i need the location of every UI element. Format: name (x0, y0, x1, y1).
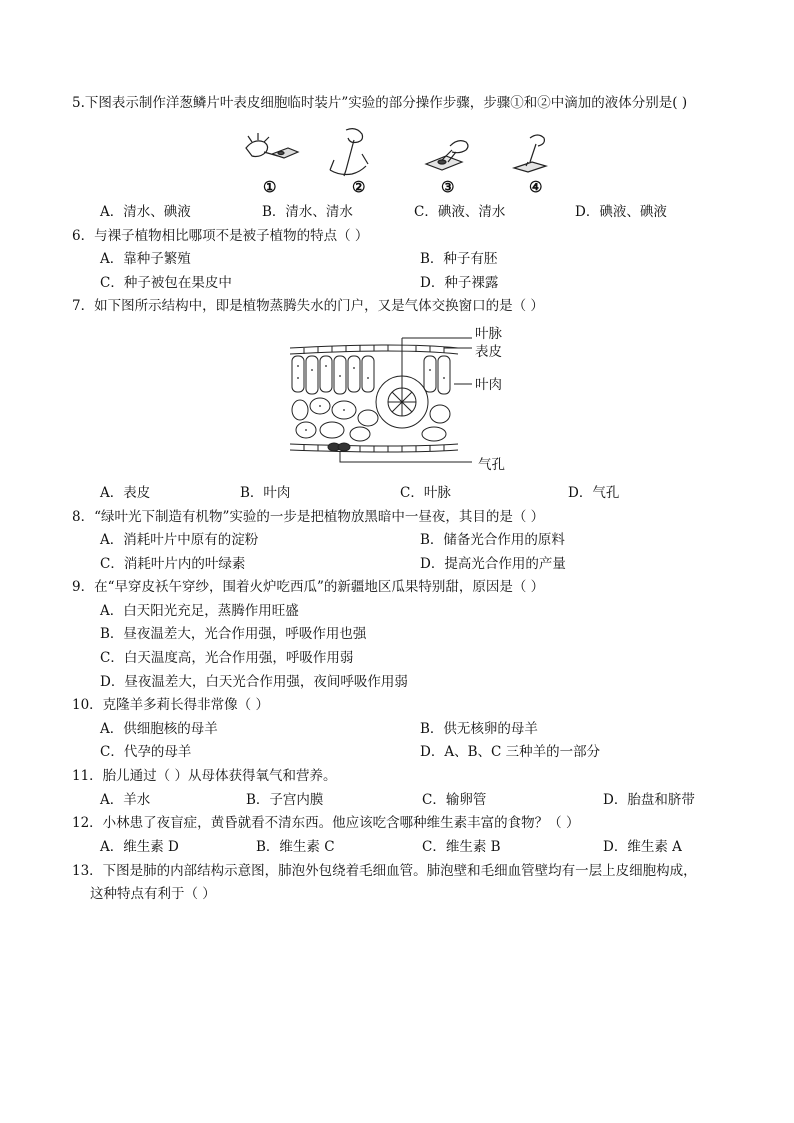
q12-option-c: C．维生素 B (422, 839, 501, 855)
question-9-stem: 9．在“早穿皮袄午穿纱，围着火炉吃西瓜”的新疆地区瓜果特别甜，原因是（ ） (72, 579, 545, 595)
leaf-label-stoma: 气孔 (478, 457, 505, 473)
q9-option-a: A．白天阳光充足，蒸腾作用旺盛 (100, 603, 299, 619)
q9-option-b: B．昼夜温差大，光合作用强，呼吸作用也强 (100, 626, 367, 642)
leaf-label-vein: 叶脉 (475, 326, 502, 342)
leaf-label-mesophyll: 叶肉 (475, 377, 502, 393)
q9-option-c: C．白天温度高，光合作用强，呼吸作用弱 (100, 650, 354, 666)
q5-option-c: C．碘液、清水 (414, 204, 506, 220)
q8-option-b: B．储备光合作用的原料 (420, 532, 565, 548)
q11-option-c: C．输卵管 (422, 792, 487, 808)
q6-option-c: C．种子被包在果皮中 (100, 275, 232, 291)
q11-option-b: B．子宫内膜 (246, 792, 324, 808)
step-label-1: ① (263, 178, 277, 196)
question-8-stem: 8．“绿叶光下制造有机物”实验的一步是把植物放黑暗中一昼夜，其目的是（ ） (72, 509, 545, 525)
q6-option-a: A．靠种子繁殖 (100, 251, 191, 267)
question-13-stem: 13．下图是肺的内部结构示意图，肺泡外包绕着毛细血管。肺泡壁和毛细血管壁均有一层上皮细胞构成， (72, 863, 697, 879)
q7-option-d: D．气孔 (568, 485, 620, 501)
question-13-stem-continued: 这种特点有利于（ ） (90, 886, 216, 902)
q7-option-b: B．叶肉 (240, 485, 291, 501)
q7-option-a: A．表皮 (100, 485, 151, 501)
question-10-stem: 10．克隆羊多莉长得非常像（ ） (72, 697, 269, 713)
q10-option-c: C．代孕的母羊 (100, 744, 192, 760)
q12-option-a: A．维生素 D (100, 839, 179, 855)
question-7-stem: 7．如下图所示结构中，即是植物蒸腾失水的门户，又是气体交换窗口的是（ ） (72, 298, 544, 314)
onion-slide-steps-figure (238, 124, 558, 199)
q12-option-b: B．维生素 C (256, 839, 335, 855)
step-label-4: ④ (529, 178, 543, 196)
question-12-stem: 12．小林患了夜盲症，黄昏就看不清东西。他应该吃含哪种维生素丰富的食物？（ ） (72, 815, 580, 831)
step-label-3: ③ (441, 178, 455, 196)
q5-option-b: B．清水、清水 (262, 204, 353, 220)
q5-option-a: A．清水、碘液 (100, 204, 191, 220)
question-5-stem: 5.下图表示制作洋葱鳞片叶表皮细胞临时装片”实验的部分操作步骤，步骤①和②中滴加的液体分别是( ) (72, 95, 688, 111)
q9-option-d: D．昼夜温差大，白天光合作用强，夜间呼吸作用弱 (100, 674, 408, 690)
q8-option-c: C．消耗叶片内的叶绿素 (100, 556, 246, 572)
q11-option-a: A．羊水 (100, 792, 151, 808)
q12-option-d: D．维生素 A (603, 839, 682, 855)
q6-option-b: B．种子有胚 (420, 251, 498, 267)
q8-option-d: D．提高光合作用的产量 (420, 556, 566, 572)
q5-option-d: D．碘液、碘液 (575, 204, 667, 220)
q10-option-d: D．A、B、C 三种羊的一部分 (420, 744, 601, 760)
question-11-stem: 11．胎儿通过（ ）从母体获得氧气和营养。 (72, 768, 337, 784)
q11-option-d: D．胎盘和脐带 (603, 792, 695, 808)
q6-option-d: D．种子裸露 (420, 275, 499, 291)
leaf-label-epidermis: 表皮 (475, 344, 502, 360)
q8-option-a: A．消耗叶片中原有的淀粉 (100, 532, 259, 548)
step-label-2: ② (352, 178, 366, 196)
q10-option-a: A．供细胞核的母羊 (100, 721, 218, 737)
question-6-stem: 6．与裸子植物相比哪项不是被子植物的特点（ ） (72, 228, 369, 244)
q7-option-c: C．叶脉 (400, 485, 451, 501)
q10-option-b: B．供无核卵的母羊 (420, 721, 538, 737)
